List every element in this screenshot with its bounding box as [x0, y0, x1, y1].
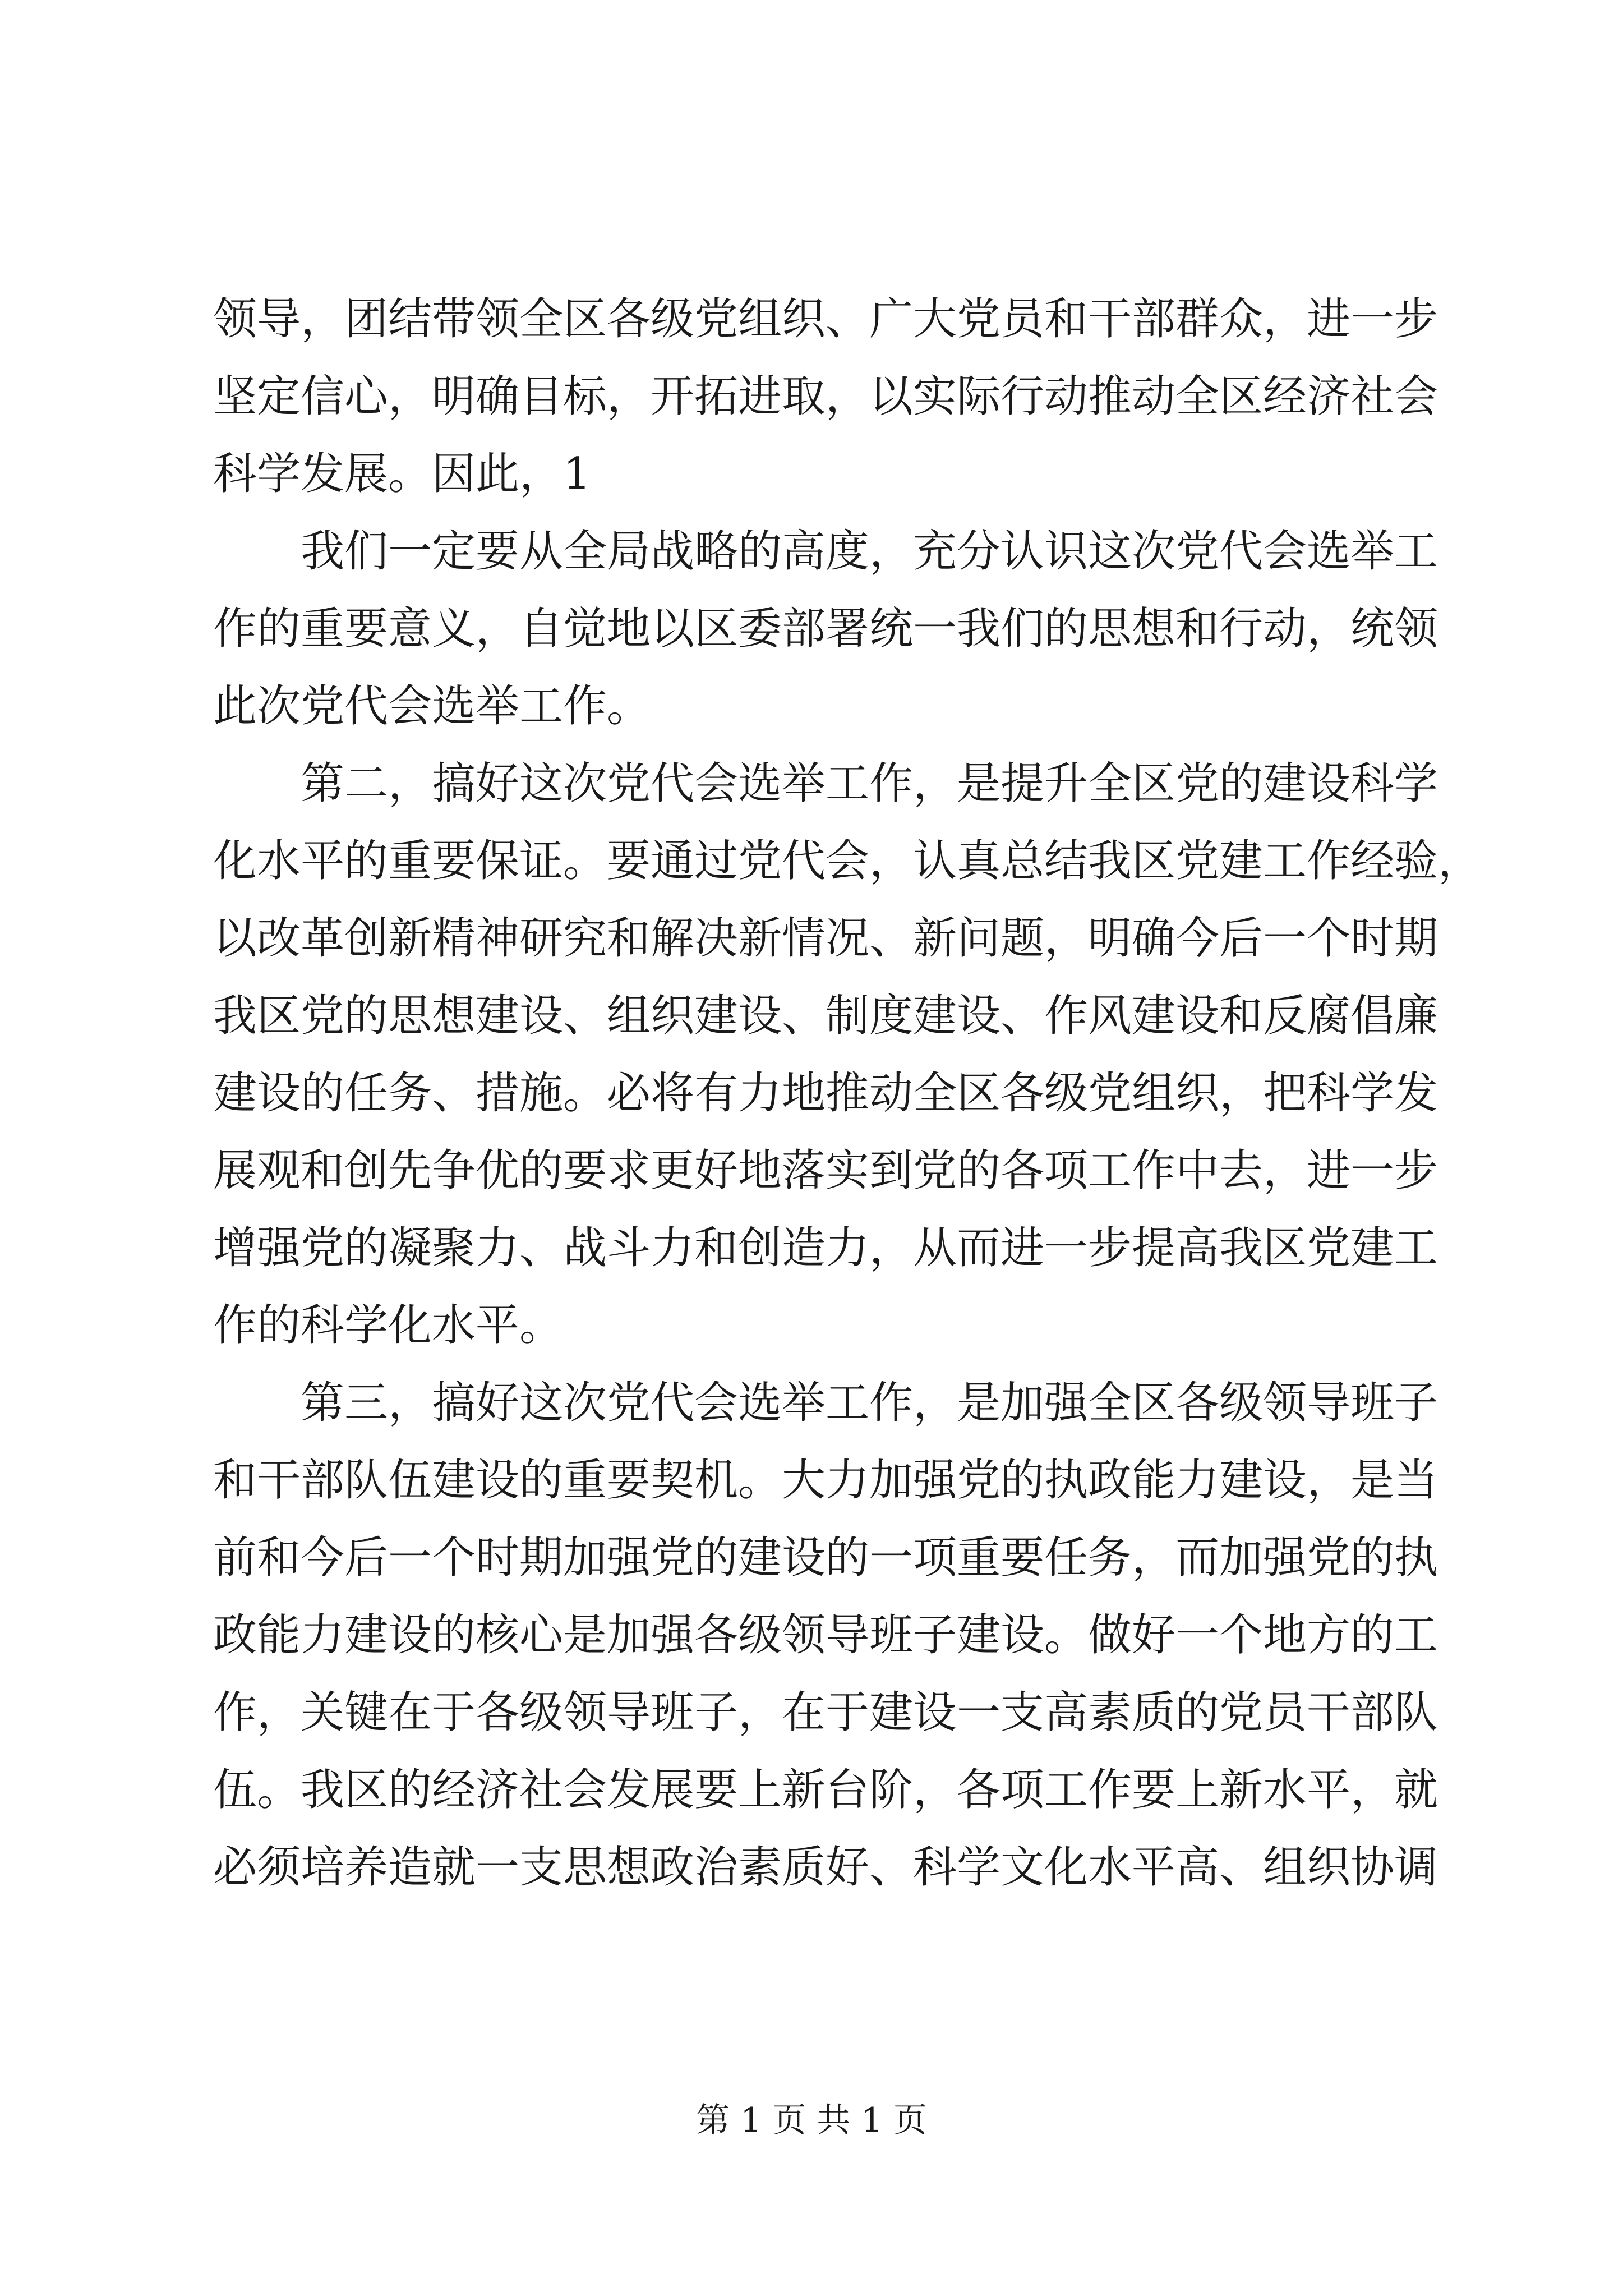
- text-line: 和干部队伍建设的重要契机。大力加强党的执政能力建设，是当: [213, 1455, 1438, 1506]
- text-line: 政能力建设的核心是加强各级领导班子建设。做好一个地方的工: [213, 1610, 1438, 1660]
- text-line: 坚定信心，明确目标，开拓进取，以实际行动推动全区经济社会: [213, 371, 1438, 422]
- text-line: 第三，搞好这次党代会选举工作，是加强全区各级领导班子: [301, 1378, 1438, 1428]
- paragraph: [213, 745, 1482, 1364]
- text-line: 前和今后一个时期加强党的建设的一项重要任务，而加强党的执: [213, 1533, 1438, 1583]
- text-line: 我区党的思想建设、组织建设、制度建设、作风建设和反腐倡廉: [213, 991, 1438, 1041]
- page-footer: [0, 2098, 1623, 2143]
- text-line: 必须培养造就一支思想政治素质好、科学文化水平高、组织协调: [213, 1842, 1438, 1893]
- text-line: 建设的任务、措施。必将有力地推动全区各级党组织，把科学发: [213, 1068, 1438, 1119]
- text-line: 增强党的凝聚力、战斗力和创造力，从而进一步提高我区党建工: [213, 1223, 1438, 1273]
- text-line: 伍。我区的经济社会发展要上新台阶，各项工作要上新水平，就: [213, 1765, 1438, 1815]
- text-line: 科学发展。因此，1: [213, 449, 591, 499]
- paragraph: [213, 280, 1436, 513]
- body-text: [213, 280, 1482, 1906]
- text-line: 领导，团结带领全区各级党组织、广大党员和干部群众，进一步: [213, 294, 1438, 344]
- text-line: 我们一定要从全局战略的高度，充分认识这次党代会选举工: [301, 526, 1438, 577]
- text-line: 展观和创先争优的要求更好地落实到党的各项工作中去，进一步: [213, 1145, 1438, 1196]
- text-line: 作的科学化水平。: [213, 1300, 564, 1351]
- text-line: 化水平的重要保证。要通过党代会，认真总结我区党建工作经验，: [213, 836, 1482, 886]
- paragraph: [213, 513, 1436, 745]
- text-line: 第二，搞好这次党代会选举工作，是提升全区党的建设科学: [301, 758, 1438, 809]
- page-number-label: 第 1 页 共 1 页: [696, 2101, 927, 2140]
- text-line: 以改革创新精神研究和解决新情况、新问题，明确今后一个时期: [213, 913, 1438, 964]
- text-line: 此次党代会选举工作。: [213, 681, 651, 731]
- text-line: 作的重要意义，自觉地以区委部署统一我们的思想和行动，统领: [213, 604, 1438, 654]
- text-line: 作，关键在于各级领导班子，在于建设一支高素质的党员干部队: [213, 1687, 1438, 1738]
- paragraph: [213, 1364, 1436, 1906]
